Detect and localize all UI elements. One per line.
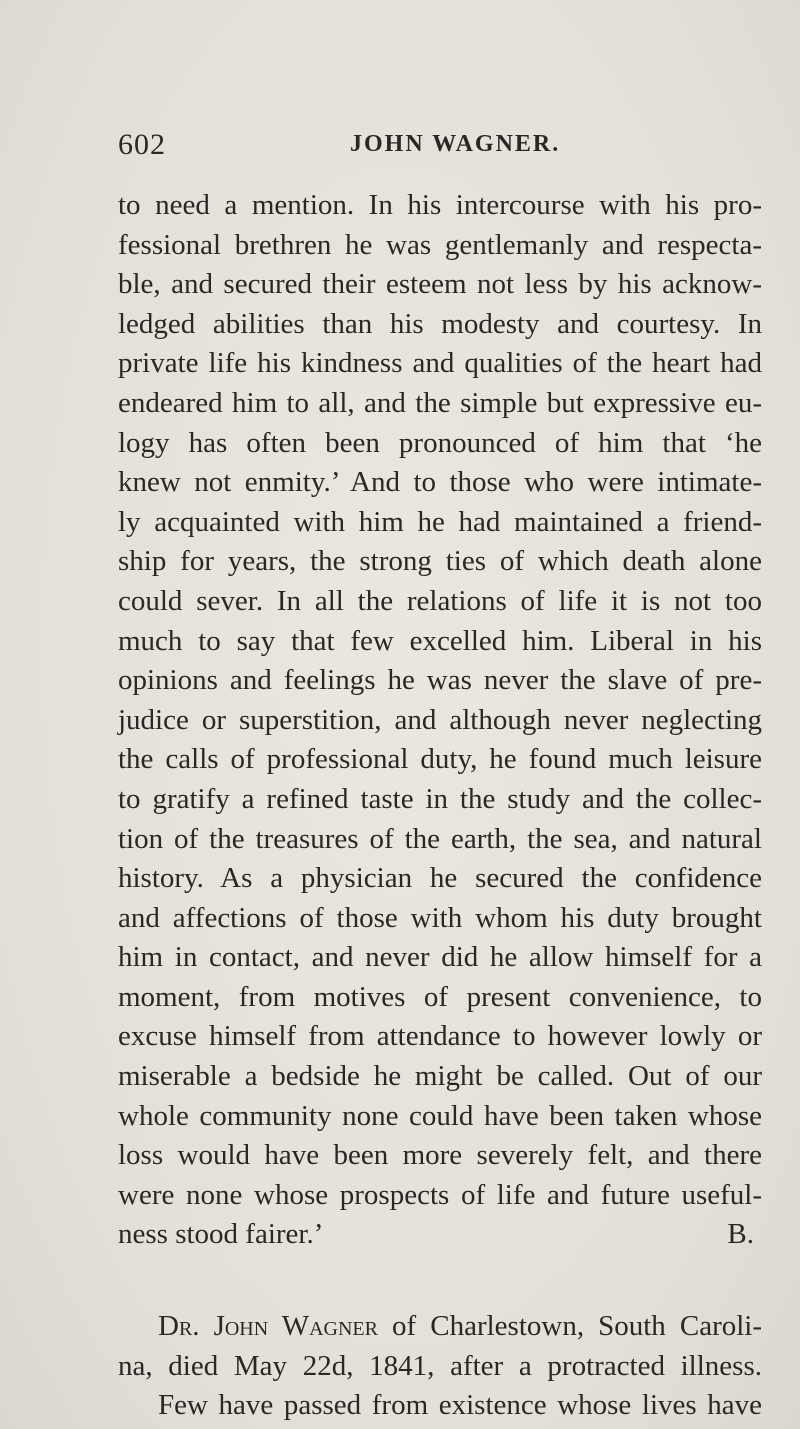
body-text — [118, 186, 762, 1426]
text-line: the calls of professional duty, he found much leisure — [118, 743, 762, 776]
closing-text: ness stood fairer.’ — [118, 1218, 324, 1251]
paragraph-2 — [118, 1307, 762, 1426]
text-line: logy has often been pronounced of him that ‘he — [118, 426, 762, 459]
running-head — [118, 128, 758, 168]
text-line: knew not enmity.’ And to those who were intimate- — [118, 466, 762, 499]
text-line: tion of the treasures of the earth, the sea, and natural — [118, 822, 762, 855]
text-line: and affections of those with whom his duty brought — [118, 901, 762, 934]
text-line: were none whose prospects of life and future useful- — [118, 1178, 762, 1211]
text-line: much to say that few excelled him. Liberal in his — [118, 624, 762, 657]
text-line: him in contact, and never did he allow himself for a — [118, 941, 762, 974]
text-line — [118, 1307, 762, 1347]
paragraph-gap — [118, 1255, 762, 1307]
text-line: moment, from motives of present convenience, to — [118, 980, 762, 1013]
text-fragment: of Charlestown, South Caroli- — [377, 1310, 762, 1343]
author-signature-initial: B. — [727, 1218, 754, 1251]
text-line: excuse himself from attendance to however lowly or — [118, 1020, 762, 1053]
text-line: na, died May 22d, 1841, after a protracted illness. — [118, 1349, 762, 1382]
text-line: judice or superstition, and although never neglecting — [118, 703, 762, 736]
text-line: could sever. In all the relations of life it is not too — [118, 584, 762, 617]
text-line: opinions and feelings he was never the slave of pre- — [118, 664, 762, 697]
running-title: JOHN WAGNER. — [350, 131, 561, 157]
text-line: to need a mention. In his intercourse with his pro- — [118, 189, 762, 221]
text-line: fessional brethren he was gentlemanly and respecta- — [118, 228, 762, 261]
text-line: history. As a physician he secured the confidence — [118, 862, 762, 895]
page-number: 602 — [118, 128, 166, 161]
text-line: Few have passed from existence whose lives have — [158, 1389, 762, 1422]
text-line: endeared him to all, and the simple but expressive eu- — [118, 386, 762, 419]
text-line: ly acquainted with him he had maintained a friend- — [118, 505, 762, 538]
text-line: whole community none could have been taken whose — [118, 1099, 762, 1132]
text-line: to gratify a refined taste in the study and the collec- — [118, 782, 762, 815]
text-line: ship for years, the strong ties of which death alone — [118, 545, 762, 578]
text-line: private life his kindness and qualities of the heart had — [118, 347, 762, 380]
text-line: loss would have been more severely felt, and there — [118, 1139, 762, 1172]
text-line: ble, and secured their esteem not less by his acknow- — [118, 268, 762, 301]
text-line-last — [118, 1215, 762, 1255]
paragraph-1 — [118, 186, 762, 1255]
text-line: miserable a bedside he might be called. Out of our — [118, 1060, 762, 1093]
text-line: ledged abilities than his modesty and courtesy. In — [118, 307, 762, 340]
subject-name: Dr. John Wagner — [158, 1310, 378, 1343]
